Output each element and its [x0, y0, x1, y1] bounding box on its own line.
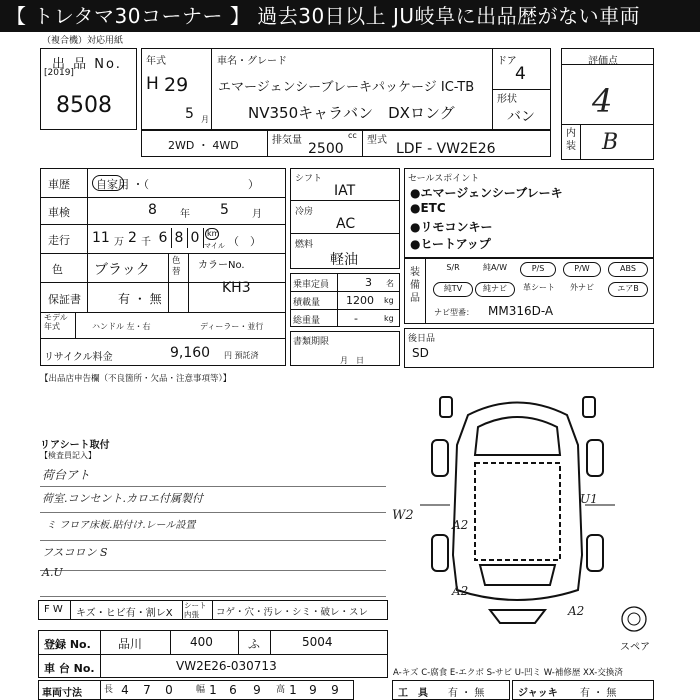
- plate-class: 400: [190, 635, 213, 649]
- color-value: ブラック: [94, 262, 150, 278]
- equip-pw: P/W: [563, 262, 601, 277]
- jack-value: 有 ・ 無: [580, 688, 617, 699]
- drive-type: 2WD ・ 4WD: [168, 139, 239, 152]
- color-number-label: カラーNo.: [198, 260, 245, 271]
- title-banner: 【 トレタマ30コーナー 】 過去30日以上 JU岐阜に出品歴がない車両: [0, 0, 700, 32]
- score-value: 4: [592, 82, 613, 120]
- after-value: SD: [412, 346, 429, 360]
- name-label: 車名・グレード: [217, 56, 287, 67]
- spare-tire-icon: [620, 605, 648, 633]
- equip-leather: 革シート: [523, 283, 555, 292]
- capacity-value: 3: [365, 276, 372, 289]
- history-value: 自家用 ・（ ）: [96, 178, 259, 191]
- model-year-label: モデル 年式: [44, 313, 68, 331]
- mileage-paren: （ ）: [228, 235, 261, 248]
- fuel-value: 軽油: [330, 252, 358, 268]
- doors-value: 4: [515, 64, 526, 84]
- windshield: [475, 417, 560, 455]
- score-label: 評価点: [588, 56, 618, 67]
- lot-number: 8508: [56, 93, 112, 118]
- gross-label: 総重量: [293, 316, 321, 326]
- seat-text: コゲ・穴・汚レ・シミ・破レ・スレ: [216, 607, 369, 618]
- model-code: LDF - VW2E26: [396, 141, 496, 157]
- spare-label: スペア: [620, 642, 650, 653]
- handwritten-note: 荷室.コンセント.カロエ付属製付: [42, 492, 203, 505]
- diagram-mark-a2-front: A2: [452, 584, 469, 598]
- inspection-year: 8: [148, 202, 157, 218]
- shape-value: バン: [507, 109, 535, 125]
- mileage-sen: 2: [128, 230, 137, 246]
- grade-text: エマージェンシーブレーキパッケージ IC-TB: [218, 80, 475, 95]
- interior-label: 内装: [566, 128, 576, 152]
- equip-sunroof: S/R: [446, 263, 460, 272]
- color-label: 色: [52, 263, 63, 276]
- rear-bumper: [490, 610, 545, 623]
- length-digit: 0: [165, 683, 173, 697]
- width-digit: 6: [229, 683, 237, 697]
- right-mirror: [583, 397, 595, 417]
- recycle-value: 9,160: [170, 345, 211, 361]
- jack-label: ジャッキ: [518, 688, 558, 699]
- docs-label: 書類期限: [293, 337, 330, 347]
- equip-tv: 純TV: [433, 282, 473, 297]
- recycle-label: リサイクル料金: [44, 352, 113, 363]
- rear-right-tire: [587, 535, 603, 571]
- equipment-label: 装備品: [410, 267, 420, 304]
- after-block: [404, 328, 654, 368]
- car-name: NV350キャラバン DXロング: [248, 104, 455, 122]
- mileage-sen-unit: 千: [141, 237, 151, 248]
- inspection-year-unit: 年: [180, 209, 190, 220]
- fuel-label: 燃料: [295, 240, 314, 250]
- front-right-tire: [587, 440, 603, 476]
- inspector-label: 【検査員記入】: [40, 451, 96, 460]
- fw-label: F W: [44, 604, 63, 615]
- equip-navi: 純ナビ: [475, 282, 515, 297]
- statement-label: 【出品店申告欄（不良箇所・欠品・注意事項等）】: [40, 374, 232, 384]
- lot-stamp: [2019]: [44, 68, 74, 78]
- warranty-label: 保証書: [48, 293, 81, 306]
- mileage-man: 11: [92, 230, 110, 246]
- capacity-label: 乗車定員: [293, 280, 330, 290]
- displacement-label: 排気量: [272, 135, 302, 146]
- year-month-unit: 月: [201, 115, 209, 124]
- height-digit: 1: [289, 683, 297, 697]
- handwritten-note: ミ フロア床板.貼付け.レール設置: [46, 520, 196, 531]
- plate-number: 5004: [302, 635, 333, 649]
- interior-value: B: [602, 130, 619, 155]
- plate-label: 登録 No.: [44, 638, 91, 651]
- height-label: 高: [276, 685, 286, 695]
- car-body-outline: [453, 403, 582, 601]
- load-label: 積載量: [293, 298, 321, 308]
- equip-abs: ABS: [608, 262, 648, 277]
- length-digit: 7: [143, 683, 151, 697]
- fw-text: キズ・ヒビ有・割レX: [76, 608, 173, 619]
- width-digit: 1: [209, 683, 217, 697]
- year-label: 年式: [146, 56, 166, 67]
- mileage-digit: 8: [174, 230, 184, 246]
- handwritten-note: フスコロン S: [42, 546, 108, 559]
- shift-label: シフト: [295, 174, 323, 184]
- height-digit: 9: [331, 683, 339, 697]
- load-unit: kg: [384, 296, 394, 305]
- shape-label: 形状: [497, 94, 517, 105]
- tools-label: 工 具: [398, 688, 428, 699]
- length-digit: 4: [121, 683, 129, 697]
- ac-value: AC: [336, 216, 356, 232]
- sales-item: ●リモコンキー: [410, 220, 493, 234]
- plate-area: 品川: [118, 637, 143, 651]
- sales-label: セールスポイント: [408, 174, 480, 184]
- inspection-label: 車検: [48, 206, 70, 219]
- lot-label: 出 品 No.: [52, 57, 122, 72]
- mile-label: マイル: [204, 242, 225, 250]
- mileage-digit: 0: [190, 230, 200, 246]
- navi-model-value: MM316D-A: [488, 304, 554, 318]
- mileage-label: 走行: [48, 234, 70, 247]
- width-digit: 9: [253, 683, 261, 697]
- model-label: 型式: [367, 135, 387, 146]
- diagram-mark-u1: U1: [580, 492, 598, 506]
- gross-value: -: [354, 312, 358, 325]
- shift-value: IAT: [334, 183, 356, 199]
- mileage-man-unit: 万: [114, 237, 124, 248]
- equip-airbag: エアB: [608, 282, 648, 297]
- height-digit: 9: [309, 683, 317, 697]
- sales-item: ●エマージェンシーブレーキ: [410, 186, 563, 200]
- sales-item: ●ETC: [410, 201, 446, 215]
- dims-label: 車両寸法: [42, 688, 82, 699]
- ac-label: 冷房: [295, 207, 314, 217]
- left-mirror: [440, 397, 452, 417]
- diagram-mark-w2: W2: [392, 508, 414, 523]
- tools-value: 有 ・ 無: [448, 688, 485, 699]
- inspection-month-unit: 月: [252, 209, 262, 220]
- history-label: 車歴: [48, 178, 70, 191]
- rear-window: [480, 565, 555, 585]
- handwritten-note: 荷台アト: [42, 468, 91, 482]
- km-label: km: [207, 229, 220, 238]
- capacity-unit: 名: [386, 279, 394, 288]
- equip-ps: P/S: [520, 262, 556, 277]
- mileage-digit: 6: [158, 230, 168, 246]
- rear-seat-note: リアシート取付: [40, 440, 110, 451]
- plate-kana: ふ: [248, 637, 261, 651]
- gross-unit: kg: [384, 314, 394, 323]
- front-left-tire: [432, 440, 448, 476]
- year-era: H: [146, 74, 159, 94]
- chassis-value: VW2E26-030713: [176, 659, 277, 673]
- seat-label: シート 内張: [184, 601, 207, 619]
- diagram-mark-a2-rear: A2: [568, 604, 585, 618]
- chassis-label: 車 台 No.: [44, 662, 95, 675]
- displacement-value: 2500: [308, 141, 344, 157]
- recycle-unit: 円 預託済: [224, 351, 259, 360]
- damage-legend: A-キズ C-腐食 E-エクボ S-サビ U-凹ミ W-補修歴 XX-交換済: [393, 668, 623, 678]
- displacement-unit: cc: [348, 131, 357, 140]
- after-label: 後日品: [408, 334, 436, 344]
- equip-alloy: 純A/W: [482, 263, 508, 272]
- year-month: 5: [185, 106, 194, 122]
- handwritten-note: A.U: [42, 566, 63, 579]
- navi-model-label: ナビ型番：: [434, 308, 474, 317]
- year-value: 29: [164, 74, 189, 96]
- rear-left-tire: [432, 535, 448, 571]
- cargo-area: [475, 463, 560, 560]
- color-change-label: 色替: [172, 256, 181, 277]
- handle-text: ハンドル 左・右: [92, 322, 151, 331]
- length-label: 長: [104, 685, 114, 695]
- load-value: 1200: [346, 294, 374, 307]
- equip-ext-navi: 外ナビ: [570, 283, 594, 292]
- sales-item: ●ヒートアップ: [410, 237, 491, 251]
- diagram-mark-a2-left: A2: [452, 518, 469, 532]
- dealer-text: ディーラー・並行: [200, 322, 264, 331]
- width-label: 幅: [196, 685, 206, 695]
- color-number: KH3: [222, 280, 251, 296]
- doors-label: ドア: [497, 56, 517, 67]
- docs-unit: 月 日: [340, 356, 364, 365]
- inspection-month: 5: [220, 202, 229, 218]
- top-note: （複合機）対応用紙: [42, 36, 124, 46]
- warranty-value: 有 ・ 無: [118, 292, 162, 306]
